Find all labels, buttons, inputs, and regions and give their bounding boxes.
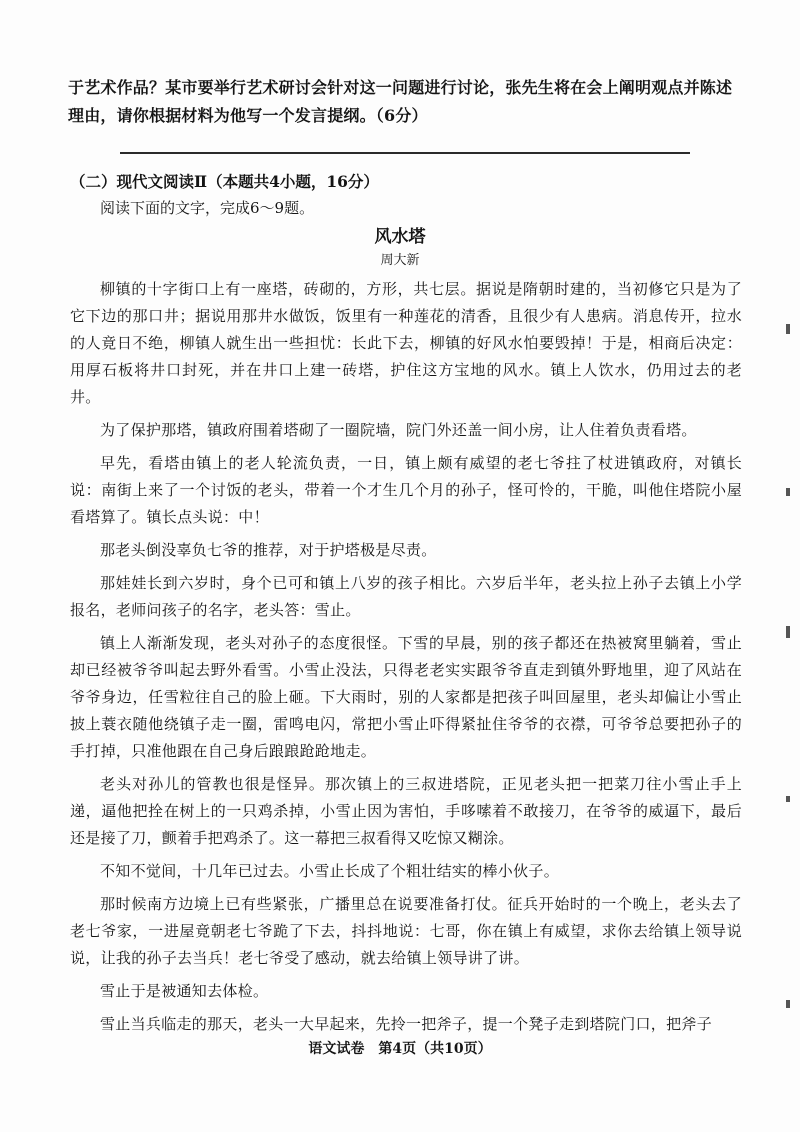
story-author: 周大新	[380, 253, 420, 268]
story-paragraph: 雪止于是被通知去体检。	[100, 982, 269, 1000]
story-paragraph: 早先，看塔由镇上的老人轮流负责，一日，镇上颇有威望的老七爷拄了杖进镇政府，对镇长说：南街上来了一个讨饭的老头，带着一个才生几个月的孙子，怪可怜的，干脆，叫他住塔院小屋看塔算了。镇长点头说：中！	[70, 454, 742, 526]
reading-instruction: 阅读下面的文字，完成6～9题。	[100, 199, 315, 217]
story-title: 风水塔	[374, 227, 426, 247]
story-paragraph: 柳镇的十字街口上有一座塔，砖砌的，方形，共七层。据说是隋朝时建的，当初修它只是为了它下边的那口井；据说用那井水做饭，饭里有一种莲花的清香，且很少有人患病。消息传开，拉水的人竟日不绝，柳镇人就生出一些担忧：长此下去，柳镇的好风水怕要毁掉！于是，相商后决定：用厚石板将井口封死，并在井口上建一砖塔，护住这方宝地的风水。镇上人饮水，仍用过去的老井。	[70, 280, 742, 406]
story-paragraph: 那娃娃长到六岁时，身个已可和镇上八岁的孩子相比。六岁后半年，老头拉上孙子去镇上小学报名，老师问孩子的名字，老头答：雪止。	[70, 574, 742, 619]
page-footer: 语文试卷 第4页（共10页）	[308, 1041, 492, 1057]
margin-mark	[786, 324, 790, 334]
margin-mark	[786, 626, 790, 638]
story-paragraph: 为了保护那塔，镇政府围着塔砌了一圈院墙，院门外还盖一间小房，让人住着负责看塔。	[100, 421, 697, 439]
story-paragraph: 雪止当兵临走的那天，老头一大早起来，先拎一把斧子，提一个凳子走到塔院门口，把斧子	[100, 1015, 713, 1033]
story-paragraph: 不知不觉间，十几年已过去。小雪止长成了个粗壮结实的棒小伙子。	[100, 862, 560, 880]
margin-mark	[786, 488, 790, 496]
story-paragraph: 那老头倒没辜负七爷的推荐，对于护塔极是尽责。	[100, 541, 437, 559]
story-paragraph: 那时候南方边境上已有些紧张，广播里总在说要准备打仗。征兵开始时的一个晚上，老头去了老七爷家，一进屋竟朝老七爷跪了下去，抖抖地说：七哥，你在镇上有威望，求你去给镇上领导说说，让我的孙子去当兵！老七爷受了感动，就去给镇上领导讲了讲。	[70, 895, 742, 967]
previous-question-text: 于艺术作品？某市要举行艺术研讨会针对这一问题进行讨论，张先生将在会上阐明观点并陈述理由，请你根据材料为他写一个发言提纲。（6分）	[68, 78, 733, 125]
answer-line	[120, 152, 690, 154]
margin-mark	[786, 1000, 790, 1008]
story-paragraph: 老头对孙儿的管教也很是怪异。那次镇上的三叔进塔院，正见老头把一把菜刀往小雪止手上递，逼他把拴在树上的一只鸡杀掉，小雪止因为害怕，手哆嗦着不敢接刀，在爷爷的威逼下，最后还是接了刀，颤着手把鸡杀了。这一幕把三叔看得又吃惊又糊涂。	[70, 775, 742, 847]
section-heading: （二）现代文阅读Ⅱ（本题共4小题，16分）	[70, 172, 379, 191]
story-paragraph: 镇上人渐渐发现，老头对孙子的态度很怪。下雪的早晨，别的孩子都还在热被窝里躺着，雪止却已经被爷爷叫起去野外看雪。小雪止没法，只得老老实实跟爷爷直走到镇外野地里，迎了风站在爷爷身边，任雪粒往自己的脸上砸。下大雨时，别的人家都是把孩子叫回屋里，老头却偏让小雪止披上蓑衣随他绕镇子走一圈，雷鸣电闪，常把小雪止吓得紧扯住爷爷的衣襟，可爷爷总要把孙子的手打掉，只准他跟在自己身后踉踉跄跄地走。	[70, 634, 742, 760]
margin-mark	[786, 796, 790, 802]
story-body	[70, 276, 742, 1044]
